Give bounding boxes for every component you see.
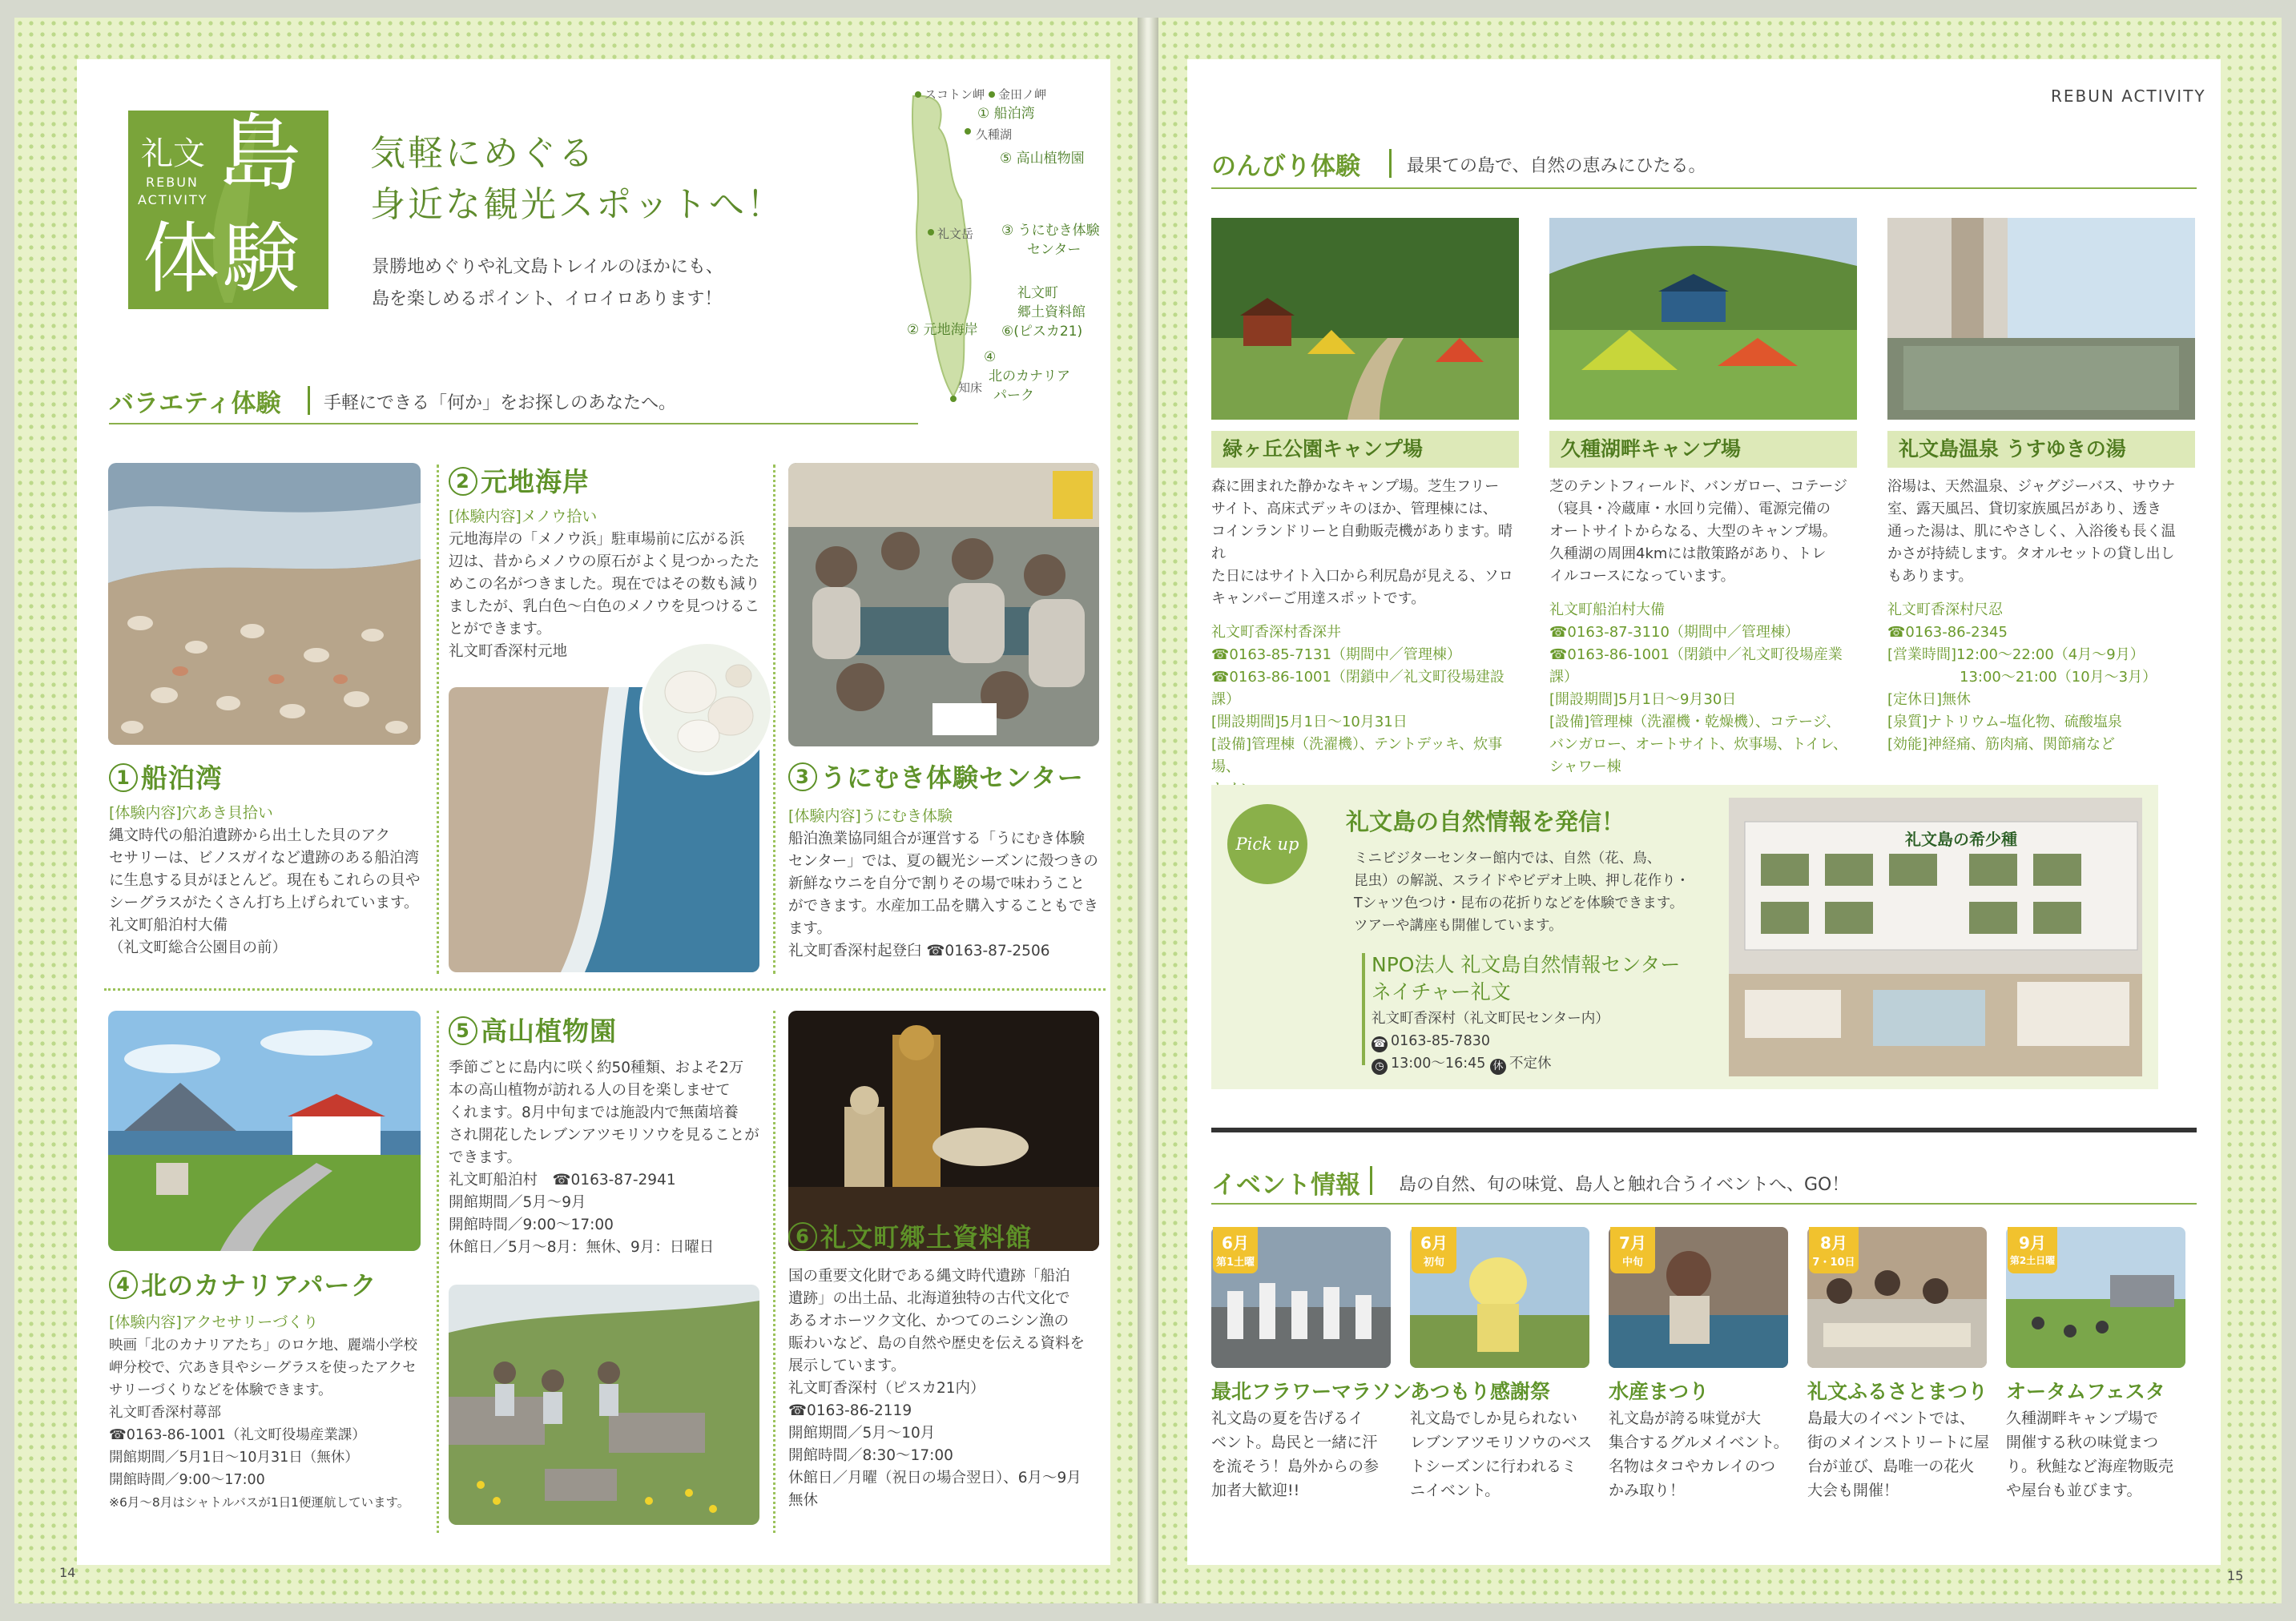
spot-4-number: 4 bbox=[109, 1270, 138, 1299]
spot-6-name: 礼文町郷土資料館 bbox=[820, 1222, 1033, 1253]
title-shima: 島 bbox=[218, 105, 302, 203]
events-section-bar bbox=[1370, 1166, 1372, 1195]
event-4-line: 大会も開催！ bbox=[1807, 1482, 1899, 1499]
rebun-activity-header: REBUN ACTIVITY bbox=[2051, 86, 2206, 106]
spot-1-name: 船泊湾 bbox=[141, 762, 223, 794]
camp-3-line: 通った湯は、肌にやさしく、入浴後も長く温 bbox=[1887, 523, 2176, 540]
spot-6-line: 礼文町香深村（ピスカ21内） bbox=[788, 1380, 985, 1397]
event-5-body bbox=[2006, 1406, 2173, 1502]
phone-icon: ☎ bbox=[1372, 1036, 1388, 1052]
map-label-park: パーク bbox=[993, 388, 1034, 404]
camp-3-info: ☎0163-86-2345 bbox=[1887, 624, 2008, 641]
column-divider-2 bbox=[773, 465, 775, 974]
headline-line-1: 気軽にめぐる bbox=[370, 133, 596, 174]
event-3-when: 中旬 bbox=[1621, 1257, 1643, 1269]
forest-camp-illustration bbox=[1211, 218, 1519, 420]
variety-section-subtitle: 手軽にできる「何か」をお探しのあなたへ。 bbox=[324, 393, 677, 413]
spot-3-number: 3 bbox=[788, 762, 817, 791]
map-label-uni-center: ③ うにむき体験 bbox=[1001, 223, 1100, 239]
camp-1-info: [設備]管理棟（洗濯機）、テントデッキ、炊事場、 bbox=[1211, 736, 1503, 775]
spot-3-line: 船泊漁業協同組合が運営する「うにむき体験 bbox=[788, 831, 1086, 847]
map-label-pisuka: ⑥(ピスカ21) bbox=[1001, 324, 1083, 340]
event-5-badge bbox=[2008, 1227, 2057, 1273]
event-2-line: レブンアツモリソウのベス bbox=[1410, 1434, 1593, 1451]
spot-2-number: 2 bbox=[449, 467, 477, 496]
uni-center-photo bbox=[788, 463, 1099, 746]
event-4-month: 8月 bbox=[1820, 1233, 1847, 1253]
camp-1-line: キャンパーご用達スポットです。 bbox=[1211, 590, 1426, 607]
spot-3-line: 新鮮なウニを自分で割りその場で味わうこと bbox=[788, 875, 1086, 892]
spot-6-line: 開館時間／8:30～17:00 bbox=[788, 1447, 953, 1464]
event-5-line: 久種湖畔キャンプ場で bbox=[2006, 1410, 2159, 1427]
right-page-number: 15 bbox=[2227, 1568, 2244, 1583]
spot-1-line: セサリーは、ビノスガイなど遺跡のある船泊湾 bbox=[109, 850, 420, 867]
spot-5-line: くれます。8月中旬までは施設内で無菌培養 bbox=[449, 1104, 739, 1121]
camp-3-info: 礼文町香深村尺忍 bbox=[1887, 601, 2003, 618]
spot-2-line: 辺は、昔からメノウの原石がよく見つかったた bbox=[449, 553, 759, 570]
camp-2-name: 久種湖畔キャンプ場 bbox=[1549, 431, 1857, 468]
camp-2-info: 礼文町船泊村大備 bbox=[1549, 601, 1665, 618]
spot-1-title bbox=[109, 758, 223, 795]
lead-line-1: 景勝地めぐりや礼文島トレイルのほかにも、 bbox=[372, 257, 723, 277]
event-4-name: 礼文ふるさとまつり bbox=[1807, 1380, 1988, 1403]
map-label-rebun-dake: 礼文岳 bbox=[937, 227, 974, 241]
park-illustration bbox=[108, 1011, 421, 1251]
map-label-canary: 北のカナリア bbox=[989, 368, 1070, 384]
canary-park-photo bbox=[108, 1011, 421, 1251]
camp-1-line: た日にはサイト入口から利尻島が見える、ソロ bbox=[1211, 568, 1513, 585]
event-4-line: 台が並び、島唯一の花火 bbox=[1807, 1458, 1975, 1475]
map-label-museum: 郷土資料館 bbox=[1017, 304, 1086, 320]
event-1-when: 第1土曜 bbox=[1215, 1257, 1255, 1269]
clock-icon: ◷ bbox=[1372, 1059, 1388, 1075]
event-1-line: 加者大歓迎!! bbox=[1211, 1482, 1300, 1499]
midorigaoka-camp-photo bbox=[1211, 218, 1519, 420]
spot-5-line: 礼文町船泊村 ☎0163-87-2941 bbox=[449, 1172, 676, 1189]
visitor-center-photo-caption: 礼文島の希少種 bbox=[1905, 830, 2017, 849]
pickup-title: 礼文島の自然情報を発信！ bbox=[1346, 808, 1625, 835]
spot-6-body bbox=[788, 1265, 1085, 1512]
pickup-line: 昆虫）の解説、スライドやビデオ上映、押し花作り・ bbox=[1354, 873, 1690, 889]
event-1-badge bbox=[1213, 1227, 1258, 1273]
pickup-org-bar bbox=[1362, 953, 1365, 1065]
event-1-line: を流そう！島外からの参 bbox=[1211, 1458, 1380, 1475]
agate-illustration bbox=[642, 644, 771, 772]
spot-3-name: うにむき体験センター bbox=[820, 762, 1084, 793]
camp-1-info: 礼文町香深村香深井 bbox=[1211, 624, 1341, 641]
spot-5-body bbox=[449, 1057, 759, 1259]
spot-2-tag: [体験内容]メノウ拾い bbox=[449, 508, 598, 525]
lead-text bbox=[372, 251, 723, 316]
map-label-uni-center-2: センター bbox=[1027, 242, 1082, 258]
camp-3-info: [営業時間]12:00～22:00（4月～9月） bbox=[1887, 646, 2145, 663]
spot-3-body bbox=[788, 828, 1098, 963]
event-2-name: あつもり感謝祭 bbox=[1410, 1380, 1551, 1403]
camp-3-line: かさが持続します。タオルセットの貸し出し bbox=[1887, 545, 2175, 562]
spot-2-line: ましたが、乳白色～白色のメノウを見つけるこ bbox=[449, 598, 759, 615]
workshop-illustration bbox=[788, 463, 1099, 746]
spot-2-line: 礼文町香深村元地 bbox=[449, 643, 568, 660]
camp-2-line: （寝具・冷蔵庫・水回り完備）、電源完備の bbox=[1549, 501, 1831, 517]
map-label-town: 礼文町 bbox=[1017, 285, 1058, 301]
title-en-rebun: REBUN bbox=[146, 175, 199, 190]
event-1-month: 6月 bbox=[1222, 1233, 1249, 1253]
spot-4-line: 開館期間／5月1日～10月31日（無休） bbox=[109, 1450, 359, 1466]
camp-3-info: [効能]神経痛、筋肉痛、関節痛など bbox=[1887, 736, 2116, 753]
spot-4-body bbox=[109, 1334, 417, 1514]
spot-5-line: 開館期間／5月～9月 bbox=[449, 1194, 586, 1211]
spot-1-body bbox=[109, 825, 421, 959]
spot-1-number: 1 bbox=[109, 763, 138, 792]
spot-6-line: あるオホーツク文化、かつてのニシン漁の bbox=[788, 1313, 1069, 1329]
spot-4-tag: [体験内容]アクセサリーづくり bbox=[109, 1313, 319, 1331]
spot-2-line: 元地海岸の「メノウ浜」駐車場前に広がる浜 bbox=[449, 531, 745, 548]
spot-5-name: 高山植物園 bbox=[481, 1016, 617, 1047]
title-en-activity: ACTIVITY bbox=[138, 192, 208, 207]
camp-1-line: コインランドリーと自動販売機があります。晴れ bbox=[1211, 523, 1513, 562]
event-2-when: 初旬 bbox=[1423, 1257, 1444, 1269]
pickup-line: ツアーや講座も開催しています。 bbox=[1354, 918, 1563, 934]
alpine-garden-photo bbox=[449, 1285, 759, 1525]
headline bbox=[370, 128, 784, 231]
column-divider-3 bbox=[437, 1011, 439, 1533]
event-2-body bbox=[1410, 1406, 1592, 1502]
pickup-phone: 0163-85-7830 bbox=[1391, 1033, 1490, 1049]
onsen-photo bbox=[1887, 218, 2195, 420]
kushu-camp-photo bbox=[1549, 218, 1857, 420]
spot-5-line: 本の高山植物が訪れる人の目を楽しませて bbox=[449, 1082, 731, 1099]
artifacts-illustration bbox=[788, 1011, 1099, 1251]
map-label-kushu-lake: 久種湖 bbox=[976, 127, 1013, 142]
event-3-body bbox=[1609, 1406, 1789, 1502]
map-label-sukoton: スコトン岬 bbox=[924, 87, 985, 102]
events-section-title: イベント情報 bbox=[1211, 1171, 1360, 1200]
spot-6-line: 国の重要文化財である縄文時代遺跡「船泊 bbox=[788, 1268, 1070, 1285]
variety-section-bar bbox=[308, 386, 310, 415]
camp-3-line: 室、露天風呂、貸切家族風呂があり、透き bbox=[1887, 501, 2161, 517]
camp-2-line: オートサイトからなる、大型のキャンプ場。 bbox=[1549, 523, 1837, 540]
events-section-underline bbox=[1211, 1203, 2197, 1205]
event-4-line: 街のメインストリートに屋 bbox=[1807, 1434, 1990, 1451]
closed-day-icon: 休 bbox=[1490, 1059, 1506, 1075]
spot-4-line: ☎0163-86-1001（礼文町役場産業課） bbox=[109, 1427, 366, 1443]
relax-section-bar bbox=[1389, 149, 1392, 178]
camp-1-name: 緑ヶ丘公園キャンプ場 bbox=[1211, 431, 1519, 468]
pickup-contact bbox=[1372, 1008, 1609, 1075]
camp-2-info: バンガロー、オートサイト、炊事場、トイレ、 bbox=[1549, 736, 1848, 753]
event-3-line: 名物はタコやカレイのつ bbox=[1609, 1458, 1776, 1475]
spot-5-line: 季節ごとに島内に咲く約50種類、およそ2万 bbox=[449, 1060, 744, 1076]
hot-spring-illustration bbox=[1887, 218, 2195, 420]
title-taiken: 体験 bbox=[143, 214, 303, 304]
spot-2-line: めこの名がつきました。現在ではその数も減り bbox=[449, 576, 760, 593]
relax-section-underline bbox=[1211, 187, 2197, 189]
event-3-line: 礼文島が誇る味覚が大 bbox=[1609, 1410, 1762, 1427]
event-3-month: 7月 bbox=[1619, 1233, 1646, 1253]
event-1-line: 礼文島の夏を告げるイ bbox=[1211, 1410, 1364, 1427]
camp-2-info: ☎0163-86-1001（閉鎖中／礼文町役場産業課） bbox=[1549, 646, 1843, 686]
camp-2-info: [開設期間]5月1日～9月30日 bbox=[1549, 691, 1737, 708]
spot-4-line: 開館時間／9:00～17:00 bbox=[109, 1472, 265, 1488]
camp-3-body bbox=[1887, 476, 2200, 756]
spot-6-number: 6 bbox=[788, 1222, 817, 1251]
pickup-org-name: NPO法人 礼文島自然情報センター bbox=[1372, 953, 1681, 976]
spot-1-tag: [体験内容]穴あき貝拾い bbox=[109, 804, 273, 822]
column-divider-4 bbox=[773, 1011, 775, 1533]
map-label-kaneda: 金田ノ岬 bbox=[998, 87, 1047, 102]
event-2-badge bbox=[1412, 1227, 1456, 1273]
spot-6-line: 開館期間／5月～10月 bbox=[788, 1425, 936, 1442]
camp-2-line: イルコースになっています。 bbox=[1549, 568, 1735, 585]
spot-1-line: 縄文時代の船泊遺跡から出土した貝のアク bbox=[109, 827, 390, 844]
camp-3-line: 浴場は、天然温泉、ジャグジーバス、サウナ bbox=[1887, 478, 2176, 495]
agate-stones-photo bbox=[639, 641, 774, 775]
pickup-line: ミニビジターセンター館内では、自然（花、鳥、 bbox=[1354, 851, 1662, 867]
event-4-line: 島最大のイベントでは、 bbox=[1807, 1410, 1976, 1427]
camp-2-info: ☎0163-87-3110（期間中／管理棟） bbox=[1549, 624, 1799, 641]
camp-1-line: サイト、高床式デッキのほか、管理棟には、 bbox=[1211, 501, 1497, 517]
event-2-line: ニイベント。 bbox=[1410, 1482, 1500, 1499]
spot-6-line: ☎0163-86-2119 bbox=[788, 1402, 912, 1419]
map-label-4: ④ bbox=[984, 349, 997, 365]
headline-line-2: 身近な観光スポットへ！ bbox=[370, 184, 784, 225]
variety-section-underline bbox=[109, 423, 918, 424]
pickup-body bbox=[1354, 847, 1690, 937]
spot-3-line: ます。 bbox=[788, 920, 832, 937]
camp-2-line: 芝のテントフィールド、バンガロー、コテージ bbox=[1549, 478, 1848, 495]
spot-2-name: 元地海岸 bbox=[481, 466, 590, 497]
event-4-badge bbox=[1809, 1227, 1859, 1273]
event-3-line: 集合するグルメイベント。 bbox=[1609, 1434, 1789, 1451]
event-3-badge bbox=[1610, 1227, 1655, 1273]
spot-4-line: サリーづくりなどを体験できます。 bbox=[109, 1382, 332, 1398]
event-3-name: 水産まつり bbox=[1609, 1380, 1710, 1403]
column-divider-1 bbox=[437, 465, 439, 974]
event-4-body bbox=[1807, 1406, 1989, 1502]
spot-4-line: 映画「北のカナリアたち」のロケ地、麗端小学校 bbox=[109, 1337, 417, 1354]
spot-5-line: できます。 bbox=[449, 1149, 522, 1166]
camp-2-info: シャワー棟 bbox=[1549, 758, 1621, 775]
row-divider bbox=[104, 988, 1106, 991]
camp-1-info: [開設期間]5月1日～10月31日 bbox=[1211, 714, 1408, 730]
event-4-when: 7・10日 bbox=[1812, 1257, 1855, 1269]
relax-section-subtitle: 最果ての島で、自然の恵みにひたる。 bbox=[1407, 156, 1706, 176]
event-1-line: ベント。島民と一緒に汗 bbox=[1211, 1434, 1378, 1451]
spot-5-number: 5 bbox=[449, 1016, 477, 1045]
event-5-line: 開催する秋の味覚まつ bbox=[2006, 1434, 2159, 1451]
title-block bbox=[128, 105, 328, 309]
spot-6-title bbox=[788, 1217, 1032, 1254]
spot-2-line: とができます。 bbox=[449, 621, 552, 638]
spot-5-line: 休館日／5月～8月：無休、9月：日曜日 bbox=[449, 1239, 715, 1256]
beach-shells-illustration bbox=[108, 463, 421, 745]
camp-3-name: 礼文島温泉 うすゆきの湯 bbox=[1887, 431, 2195, 468]
spot-5-title bbox=[449, 1011, 617, 1048]
camp-1-info: ☎0163-85-7131（期間中／管理棟） bbox=[1211, 646, 1461, 663]
visitor-center-photo bbox=[1729, 798, 2142, 1076]
funadomari-photo bbox=[108, 463, 421, 745]
pickup-closed: 不定休 bbox=[1509, 1056, 1552, 1072]
event-5-when: 第2土日曜 bbox=[2009, 1255, 2056, 1266]
camp-1-info: ☎0163-86-1001（閉鎖中／礼文町役場建設課） bbox=[1211, 669, 1504, 708]
camp-3-info: 13:00～21:00（10月～3月） bbox=[1887, 669, 2157, 686]
spot-6-line: 展示しています。 bbox=[788, 1358, 906, 1374]
pickup-org-name-2: ネイチャー礼文 bbox=[1372, 980, 1511, 1004]
spot-1-line: シーグラスがたくさん打ち上げられています。 bbox=[109, 895, 419, 911]
camp-2-line: 久種湖の周囲4kmには散策路があり、トレ bbox=[1549, 545, 1827, 562]
spot-6-line: 賑わいなど、島の自然や歴史を伝える資料を bbox=[788, 1335, 1086, 1352]
events-section-subtitle: 島の自然、旬の味覚、島人と触れ合うイベントへ、GO！ bbox=[1399, 1175, 1850, 1195]
left-page-number: 14 bbox=[59, 1565, 76, 1580]
museum-photo bbox=[788, 1011, 1099, 1251]
event-5-name: オータムフェスタ bbox=[2006, 1380, 2165, 1403]
garden-illustration bbox=[449, 1285, 759, 1525]
variety-section-title: バラエティ体験 bbox=[109, 389, 281, 418]
relax-section-title: のんびり体験 bbox=[1211, 152, 1360, 181]
lead-line-2: 島を楽しめるポイント、イロイロあります！ bbox=[372, 289, 723, 309]
spot-4-note: ※6月～8月はシャトルバスが1日1便運航しています。 bbox=[109, 1495, 410, 1510]
event-2-line: トシーズンに行われるミ bbox=[1410, 1458, 1577, 1475]
camp-2-info: [設備]管理棟（洗濯機・乾燥機）、コテージ、 bbox=[1549, 714, 1841, 730]
map-label-alpine-garden: ⑤ 高山植物園 bbox=[1000, 151, 1085, 167]
spot-6-line: 休館日／月曜（祝日の場合翌日）、6月～9月 bbox=[788, 1470, 1082, 1486]
camp-3-info: [定休日]無休 bbox=[1887, 691, 1972, 708]
camp-3-line: もあります。 bbox=[1887, 568, 1973, 585]
map-label-shiretoko: 知床 bbox=[958, 380, 983, 395]
camp-1-body bbox=[1211, 476, 1524, 801]
spot-3-line: 礼文町香深村起登臼 ☎0163-87-2506 bbox=[788, 943, 1050, 959]
page-gutter bbox=[1138, 18, 1158, 1603]
title-rebun: 礼文 bbox=[141, 135, 205, 172]
event-5-line: り。秋鮭など海産物販売 bbox=[2006, 1458, 2174, 1475]
spot-4-title bbox=[109, 1265, 377, 1302]
camp-2-body bbox=[1549, 476, 1862, 778]
spot-5-line: 開館時間／9:00～17:00 bbox=[449, 1217, 614, 1233]
pickup-address: 礼文町香深村（礼文町民センター内） bbox=[1372, 1011, 1609, 1027]
spot-5-line: され開花したレブンアツモリソウを見ることが bbox=[449, 1127, 759, 1144]
event-1-body bbox=[1211, 1406, 1379, 1502]
spot-4-name: 北のカナリアパーク bbox=[141, 1270, 377, 1301]
camp-1-line: 森に囲まれた静かなキャンプ場。芝生フリー bbox=[1211, 478, 1500, 495]
spot-6-line: 無休 bbox=[788, 1492, 819, 1509]
event-2-month: 6月 bbox=[1420, 1233, 1448, 1253]
spot-2-title bbox=[449, 461, 590, 499]
event-3-line: かみ取り！ bbox=[1609, 1482, 1686, 1499]
pickup-hours: 13:00～16:45 bbox=[1391, 1056, 1486, 1072]
map-label-funadomari: ① 船泊湾 bbox=[977, 106, 1035, 122]
island-map bbox=[889, 80, 1130, 416]
camp-3-info: [泉質]ナトリウム–塩化物、硫酸塩泉 bbox=[1887, 714, 2122, 730]
spot-1-line: 礼文町船泊村大備 bbox=[109, 917, 228, 934]
lakeside-camp-illustration bbox=[1549, 218, 1857, 420]
spot-1-line: に生息する貝がほとんど。現在もこれらの貝や bbox=[109, 872, 421, 889]
pickup-line: Tシャツ色つけ・昆布の花折りなどを体験できます。 bbox=[1354, 895, 1684, 911]
map-label-motochi: ② 元地海岸 bbox=[907, 322, 978, 338]
spot-6-line: 遺跡」の出土品、北海道独特の古代文化で bbox=[788, 1290, 1070, 1307]
spot-3-tag: [体験内容]うにむき体験 bbox=[788, 807, 953, 825]
pickup-badge: Pick up bbox=[1227, 804, 1307, 884]
spot-4-line: 岬分校で、穴あき貝やシーグラスを使ったアクセ bbox=[109, 1360, 417, 1376]
events-top-rule bbox=[1211, 1128, 2197, 1132]
spot-3-line: センター」では、夏の観光シーズンに殻つきの bbox=[788, 853, 1098, 870]
spot-4-line: 礼文町香深村蕁部 bbox=[109, 1405, 221, 1421]
spot-1-line: （礼文町総合公園目の前） bbox=[109, 939, 288, 956]
spot-3-line: ができます。水産加工品を購入することもでき bbox=[788, 898, 1099, 915]
event-5-month: 9月 bbox=[2019, 1233, 2046, 1253]
pickup-org bbox=[1372, 951, 1680, 1006]
event-1-name: 最北フラワーマラソン bbox=[1211, 1380, 1412, 1403]
event-5-line: や屋台も並びます。 bbox=[2006, 1482, 2142, 1499]
spot-3-title bbox=[788, 758, 1084, 794]
event-2-line: 礼文島でしか見られない bbox=[1410, 1410, 1578, 1427]
